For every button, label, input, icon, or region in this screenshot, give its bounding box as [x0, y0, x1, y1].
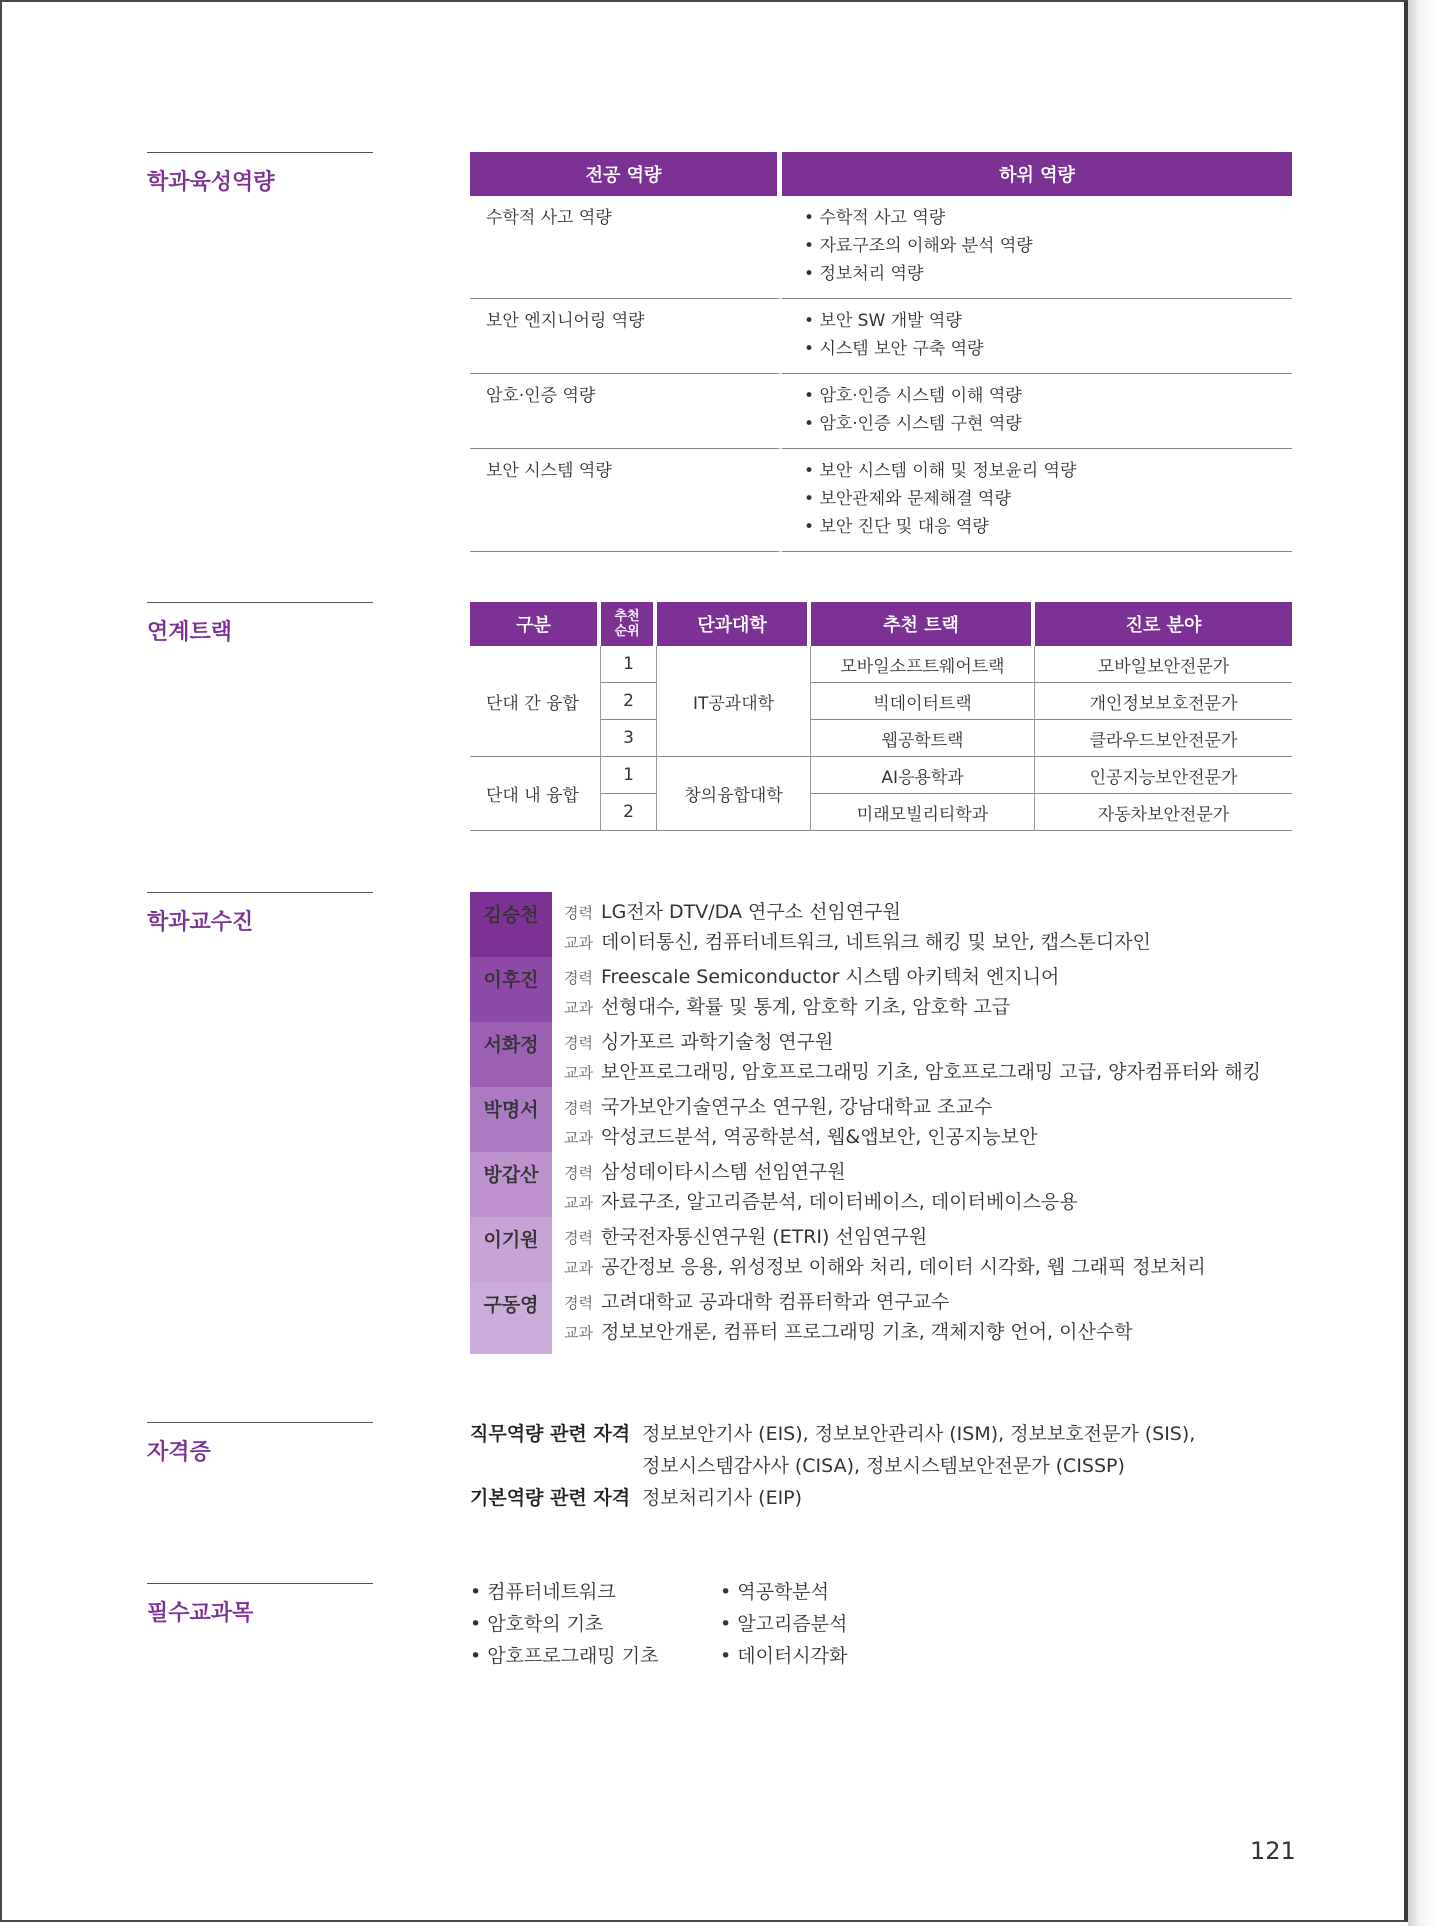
basic-cert-label: 기본역량 관련 자격	[470, 1487, 631, 1509]
professor-name: 김승천	[470, 892, 552, 957]
professor-name: 이후진	[470, 957, 552, 1022]
track-rank: 1	[601, 757, 657, 794]
track-name: 빅데이터트랙	[811, 683, 1035, 720]
track-name: 미래모빌리티학과	[811, 794, 1035, 831]
section-title-competency: 학과육성역량	[147, 152, 373, 196]
professor-career: 국가보안기술연구소 연구원, 강남대학교 조교수	[600, 1096, 993, 1118]
subject-tag: 교과	[564, 1259, 593, 1277]
sub-competency: • 시스템 보안 구축 역량	[804, 335, 1292, 363]
professor-name: 방갑산	[470, 1152, 552, 1217]
section-title-certs: 자격증	[147, 1422, 373, 1466]
track-career: 모바일보안전문가	[1035, 646, 1292, 683]
track-name: 웹공학트랙	[811, 720, 1035, 757]
track-group: 단대 내 융합	[470, 757, 601, 831]
track-career: 개인정보보호전문가	[1035, 683, 1292, 720]
course-item: • 데이터시각화	[720, 1640, 970, 1672]
major-competency: 암호·인증 역량	[470, 374, 782, 449]
section-title-courses: 필수교과목	[147, 1583, 373, 1627]
column-header-category: 구분	[470, 602, 601, 646]
table-row	[470, 757, 1292, 794]
professor-subjects: 데이터통신, 컴퓨터네트워크, 네트워크 해킹 및 보안, 캡스톤디자인	[600, 931, 1151, 953]
sub-competency: • 정보처리 역량	[804, 260, 1292, 288]
sub-competency: • 보안 진단 및 대응 역량	[804, 513, 1292, 541]
sub-competency: • 보안 시스템 이해 및 정보윤리 역량	[804, 457, 1292, 485]
professor-entry	[470, 1282, 1300, 1354]
sub-competency-list	[782, 299, 1292, 374]
major-competency: 보안 시스템 역량	[470, 449, 782, 552]
career-tag: 경력	[564, 969, 593, 987]
table-row	[470, 299, 1292, 374]
track-career: 클라우드보안전문가	[1035, 720, 1292, 757]
professor-entry	[470, 957, 1300, 1022]
sub-competency: • 보안 SW 개발 역량	[804, 307, 1292, 335]
professor-subjects: 자료구조, 알고리즘분석, 데이터베이스, 데이터베이스응용	[600, 1191, 1078, 1213]
basic-cert-value: 정보처리기사 (EIP)	[642, 1487, 803, 1509]
course-item: • 암호프로그래밍 기초	[470, 1640, 720, 1672]
professor-subjects: 정보보안개론, 컴퓨터 프로그래밍 기초, 객체지향 언어, 이산수학	[600, 1321, 1133, 1343]
professor-career: LG전자 DTV/DA 연구소 선임연구원	[600, 901, 901, 923]
column-header-college: 단과대학	[657, 602, 811, 646]
career-tag: 경력	[564, 1034, 593, 1052]
professor-subjects: 악성코드분석, 역공학분석, 웹&앱보안, 인공지능보안	[600, 1126, 1038, 1148]
section-title-track: 연계트랙	[147, 602, 373, 646]
table-row	[470, 449, 1292, 552]
professor-name: 이기원	[470, 1217, 552, 1282]
track-rank: 2	[601, 683, 657, 720]
track-table	[470, 602, 1292, 831]
job-cert-label: 직무역량 관련 자격	[470, 1423, 631, 1445]
course-item: • 역공학분석	[720, 1576, 970, 1608]
career-tag: 경력	[564, 904, 593, 922]
track-rank: 2	[601, 794, 657, 831]
track-name: AI응용학과	[811, 757, 1035, 794]
track-college: 창의융합대학	[657, 757, 811, 831]
career-tag: 경력	[564, 1294, 593, 1312]
professor-subjects: 공간정보 응용, 위성정보 이해와 처리, 데이터 시각화, 웹 그래픽 정보처리	[600, 1256, 1206, 1278]
professor-entry	[470, 1217, 1300, 1282]
professor-entry	[470, 1087, 1300, 1152]
professor-career: 삼성데이타시스템 선임연구원	[600, 1161, 846, 1183]
course-column	[720, 1576, 970, 1672]
career-tag: 경력	[564, 1099, 593, 1117]
subject-tag: 교과	[564, 1324, 593, 1342]
page-number: 121	[1250, 1837, 1296, 1865]
required-courses	[470, 1576, 970, 1672]
section-title-faculty: 학과교수진	[147, 892, 373, 936]
job-cert-line: 정보보안기사 (EIS), 정보보안관리사 (ISM), 정보보호전문가 (SIS),	[642, 1423, 1196, 1445]
sub-competency: • 암호·인증 시스템 구현 역량	[804, 410, 1292, 438]
track-group: 단대 간 융합	[470, 646, 601, 757]
subject-tag: 교과	[564, 1064, 593, 1082]
subject-tag: 교과	[564, 1129, 593, 1147]
course-item: • 컴퓨터네트워크	[470, 1576, 720, 1608]
track-career: 인공지능보안전문가	[1035, 757, 1292, 794]
sub-competency: • 보안관제와 문제해결 역량	[804, 485, 1292, 513]
column-header-sub: 하위 역량	[782, 152, 1292, 196]
professor-career: 한국전자통신연구원 (ETRI) 선임연구원	[600, 1226, 928, 1248]
professor-career: 고려대학교 공과대학 컴퓨터학과 연구교수	[600, 1291, 950, 1313]
sub-competency: • 수학적 사고 역량	[804, 204, 1292, 232]
sub-competency-list	[782, 374, 1292, 449]
track-rank: 1	[601, 646, 657, 683]
professor-name: 구동영	[470, 1282, 552, 1354]
professor-career: 싱가포르 과학기술청 연구원	[600, 1031, 834, 1053]
major-competency: 보안 엔지니어링 역량	[470, 299, 782, 374]
sub-competency: • 암호·인증 시스템 이해 역량	[804, 382, 1292, 410]
professor-entry	[470, 892, 1300, 957]
professor-entry	[470, 1152, 1300, 1217]
sub-competency-list	[782, 196, 1292, 299]
competency-table	[470, 152, 1292, 552]
column-header-rank: 추천 순위	[601, 602, 657, 646]
course-item: • 알고리즘분석	[720, 1608, 970, 1640]
track-rank: 3	[601, 720, 657, 757]
sub-competency: • 자료구조의 이해와 분석 역량	[804, 232, 1292, 260]
track-college: IT공과대학	[657, 646, 811, 757]
page-edge-shadow	[1408, 0, 1437, 1926]
subject-tag: 교과	[564, 999, 593, 1017]
course-item: • 암호학의 기초	[470, 1608, 720, 1640]
certification-list	[470, 1418, 1195, 1514]
column-header-career: 진로 분야	[1035, 602, 1292, 646]
sub-competency-list	[782, 449, 1292, 552]
track-career: 자동차보안전문가	[1035, 794, 1292, 831]
professor-subjects: 선형대수, 확률 및 통계, 암호학 기초, 암호학 고급	[600, 996, 1011, 1018]
professor-name: 박명서	[470, 1087, 552, 1152]
column-header-track: 추천 트랙	[811, 602, 1035, 646]
column-header-major: 전공 역량	[470, 152, 782, 196]
career-tag: 경력	[564, 1229, 593, 1247]
major-competency: 수학적 사고 역량	[470, 196, 782, 299]
professor-entry	[470, 1022, 1300, 1087]
professor-subjects: 보안프로그래밍, 암호프로그래밍 기초, 암호프로그래밍 고급, 양자컴퓨터와 해킹	[600, 1061, 1262, 1083]
career-tag: 경력	[564, 1164, 593, 1182]
job-cert-line: 정보시스템감사사 (CISA), 정보시스템보안전문가 (CISSP)	[642, 1455, 1125, 1477]
faculty-list	[470, 892, 1300, 1354]
subject-tag: 교과	[564, 934, 593, 952]
professor-name: 서화정	[470, 1022, 552, 1087]
professor-career: Freescale Semiconductor 시스템 아키텍처 엔지니어	[600, 966, 1060, 988]
table-row	[470, 374, 1292, 449]
table-row	[470, 646, 1292, 683]
course-column	[470, 1576, 720, 1672]
table-row	[470, 196, 1292, 299]
subject-tag: 교과	[564, 1194, 593, 1212]
track-name: 모바일소프트웨어트랙	[811, 646, 1035, 683]
